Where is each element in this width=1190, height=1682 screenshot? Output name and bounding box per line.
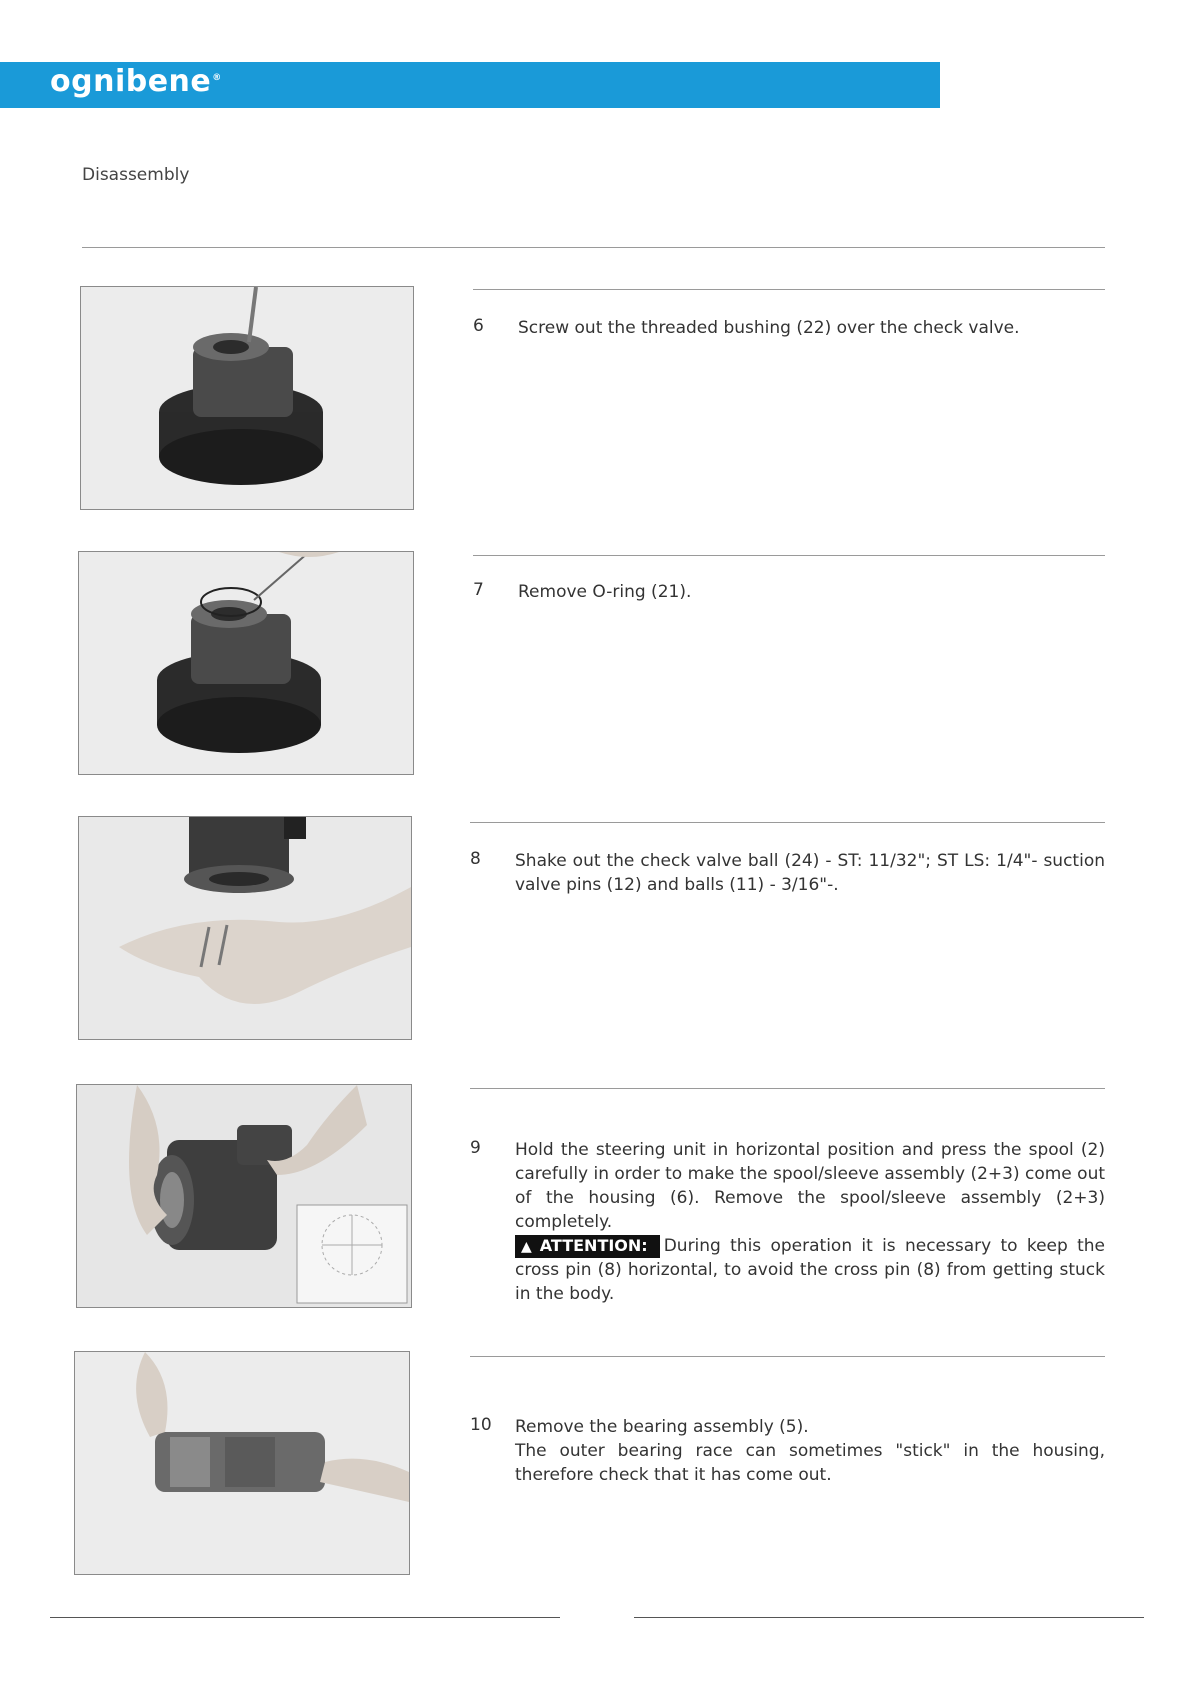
- title-divider: [82, 247, 1105, 248]
- step-9-divider: [470, 1088, 1105, 1089]
- attention-text: During this operation it is necessary to keep the cross pin (8) horizontal, to avoid the cross pin (8) from getting stuck in the body.: [515, 1236, 1105, 1304]
- step-10-number: 10: [470, 1415, 492, 1435]
- step-10-divider: [470, 1356, 1105, 1357]
- section-title: Disassembly: [82, 165, 190, 185]
- logo-text: ognibene: [50, 64, 212, 99]
- step-10-text-block: [515, 1415, 1105, 1487]
- step-7-photo: [78, 551, 414, 775]
- step-6-photo: [80, 286, 414, 510]
- warning-triangle-icon: ▲: [521, 1239, 532, 1255]
- step-6-number: 6: [473, 316, 484, 336]
- step-8-number: 8: [470, 849, 481, 869]
- step-8-text: Shake out the check valve ball (24) - ST: 11/32"; ST LS: 1/4"- suction valve pins (12) and balls (11) - 3/16"-.: [515, 851, 1105, 895]
- attention-label: ATTENTION:: [539, 1236, 648, 1255]
- step-9-number: 9: [470, 1138, 481, 1158]
- step-9-text: Hold the steering unit in horizontal position and press the spool (2) carefully in order to make the spool/sleeve assembly (2+3) come out of the housing (6). Remove the spool/sleeve assembly (2+3) completely.: [515, 1140, 1106, 1232]
- brand-logo: [50, 64, 222, 99]
- step-9-attention: [515, 1234, 1105, 1306]
- step-7-text: Remove O-ring (21).: [518, 582, 692, 602]
- step-10-text: Remove the bearing assembly (5).: [515, 1417, 809, 1437]
- step-6-text: Screw out the threaded bushing (22) over the check valve.: [518, 318, 1020, 338]
- attention-badge: [515, 1235, 660, 1258]
- step-7-divider: [473, 555, 1105, 556]
- step-9-text-block: [515, 1138, 1105, 1306]
- step-10-photo: [74, 1351, 410, 1575]
- step-8-divider: [470, 822, 1105, 823]
- step-6-divider: [473, 289, 1105, 290]
- footer-rule-right: [634, 1617, 1144, 1618]
- step-9-photo: [76, 1084, 412, 1308]
- footer-rule-left: [50, 1617, 560, 1618]
- logo-reg-mark: ®: [212, 73, 222, 83]
- step-8-photo: [78, 816, 412, 1040]
- step-7-number: 7: [473, 580, 484, 600]
- step-10-text-2: The outer bearing race can sometimes "stick" in the housing, therefore check that it has come out.: [515, 1441, 1105, 1485]
